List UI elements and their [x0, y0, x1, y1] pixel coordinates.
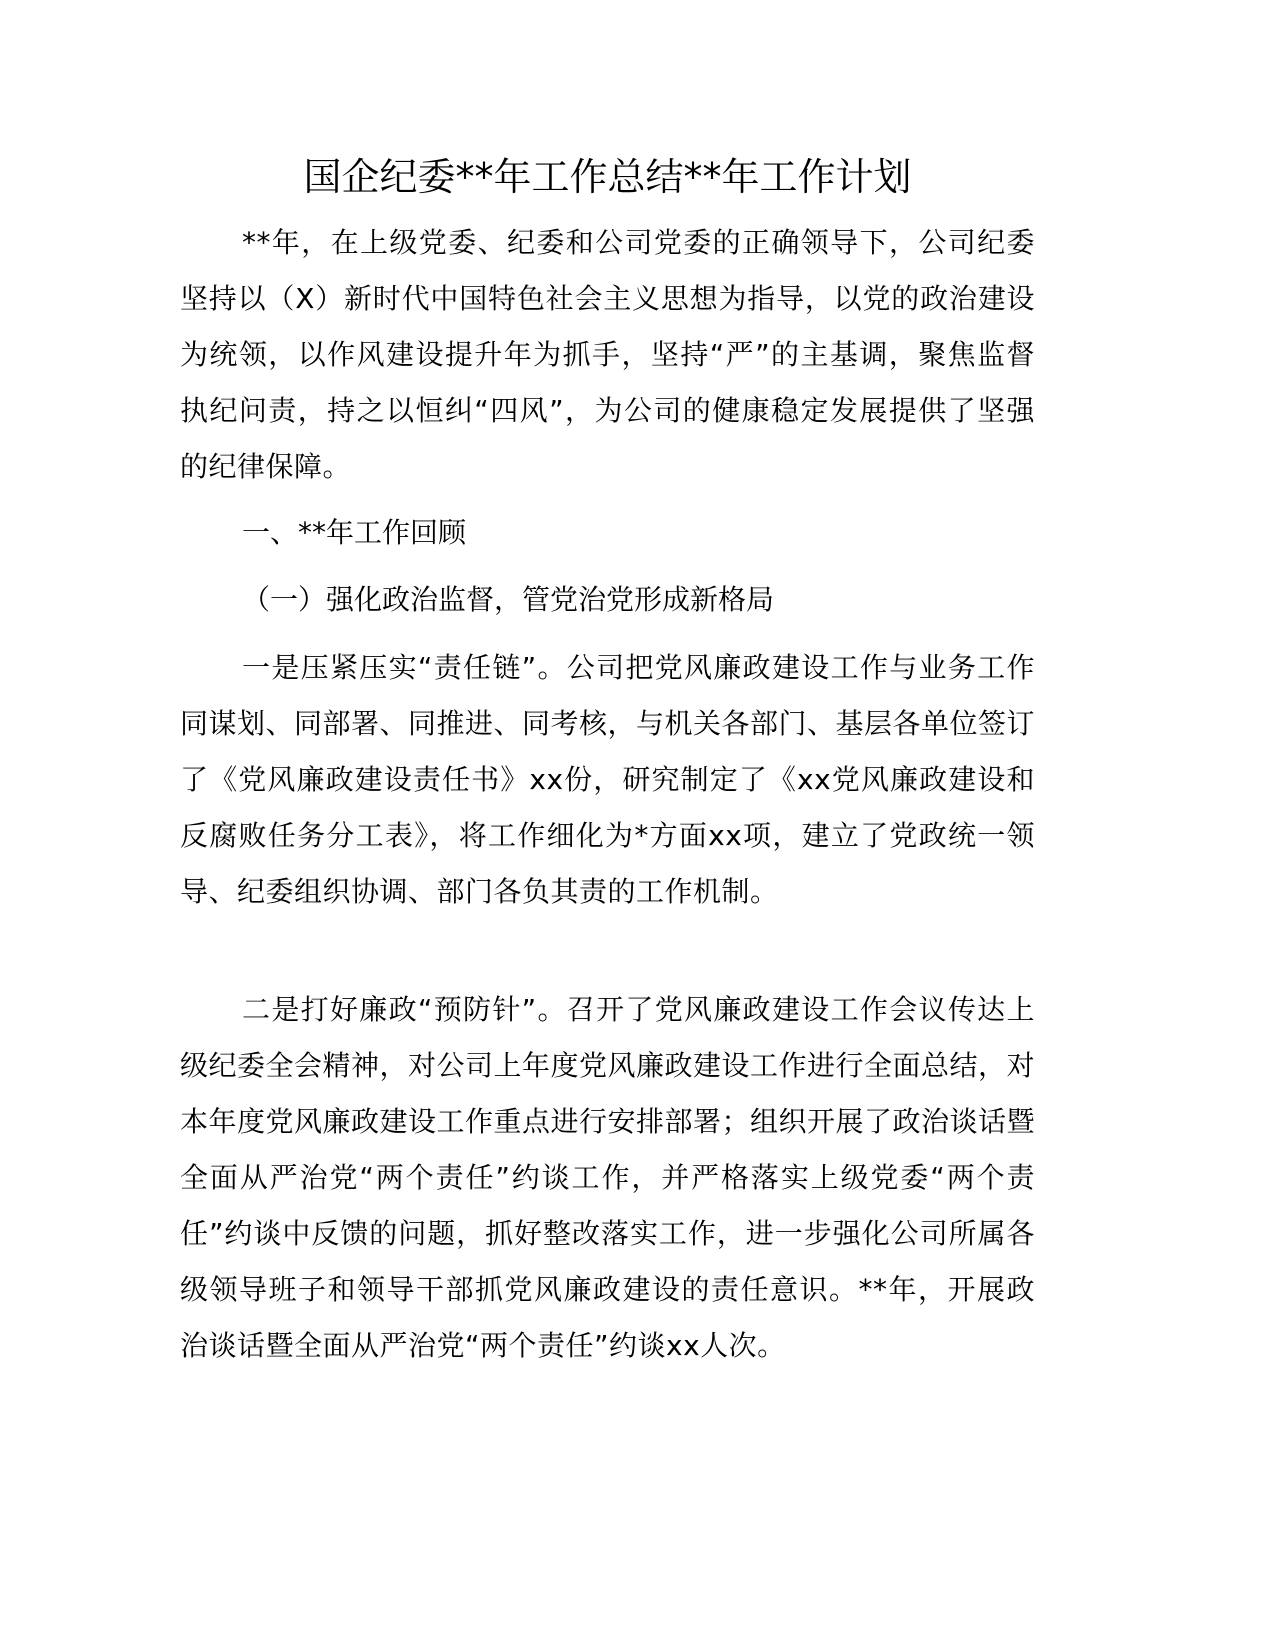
body-paragraph-prevention: 二是打好廉政“预防针”。召开了党风廉政建设工作会议传达上级纪委全会精神，对公司上年度党风廉政建设工作进行全面总结，对本年度党风廉政建设工作重点进行安排部署；组织开展了政治谈话暨全面从严治党“两个责任”约谈工作，并严格落实上级党委“两个责任”约谈中反馈的问题，抓好整改落实工作，进一步强化公司所属各级领导班子和领导干部抓党风廉政建设的责任意识。**年，开展政治谈话暨全面从严治党“两个责任”约谈xx人次。	[180, 993, 1036, 1362]
body-paragraph-responsibility: 一是压紧压实“责任链”。公司把党风廉政建设工作与业务工作同谋划、同部署、同推进、同考核，与机关各部门、基层各单位签订了《党风廉政建设责任书》xx份，研究制定了《xx党风廉政建设和反腐败任务分工表》，将工作细化为*方面xx项，建立了党政统一领导、纪委组织协调、部门各负其责的工作机制。	[180, 651, 1036, 908]
document-title: 国企纪委**年工作总结**年工作计划	[303, 155, 912, 199]
document-page	[180, 0, 1035, 1650]
section-heading: 一、**年工作回顾	[242, 516, 467, 549]
subsection-heading: （一）强化政治监督，管党治党形成新格局	[242, 583, 775, 616]
intro-paragraph: **年，在上级党委、纪委和公司党委的正确领导下，公司纪委坚持以（X）新时代中国特色社会主义思想为指导，以党的政治建设为统领，以作风建设提升年为抓手，坚持“严”的主基调，聚焦监督执纪问责，持之以恒纠“四风”，为公司的健康稳定发展提供了坚强的纪律保障。	[180, 226, 1035, 483]
